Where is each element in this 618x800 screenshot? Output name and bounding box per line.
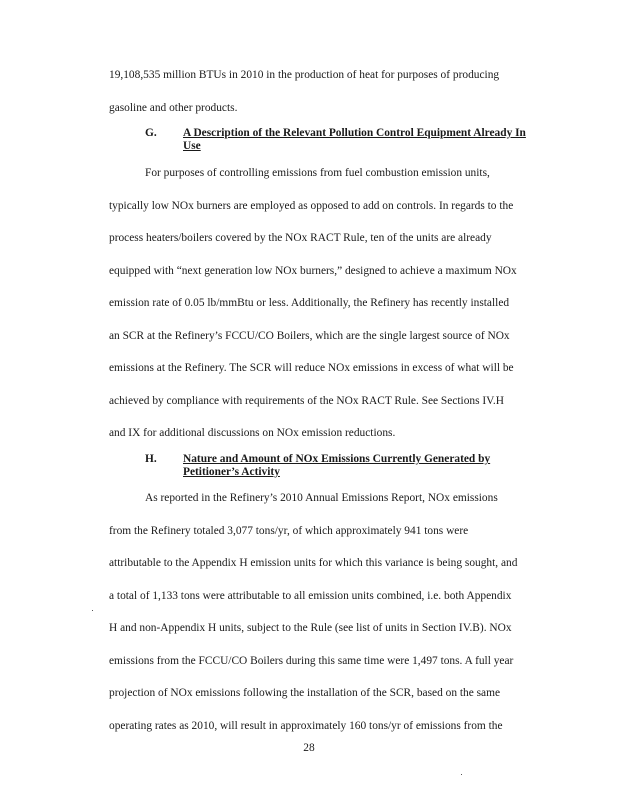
body-text-line: projection of NOx emissions following the installation of the SCR, based on the same <box>109 687 501 699</box>
body-text-line: equipped with “next generation low NOx burners,” designed to achieve a maximum NOx <box>109 265 517 277</box>
scan-speck <box>461 774 462 775</box>
section-g-letter: G. <box>145 127 157 139</box>
body-text-line: a total of 1,133 tons were attributable to all emission units combined, i.e. both Appendix <box>109 590 512 602</box>
scan-speck <box>92 610 93 611</box>
section-h-title: Nature and Amount of NOx Emissions Currently Generated by Petitioner’s Activity <box>183 453 491 478</box>
body-text-line: emissions at the Refinery. The SCR will reduce NOx emissions in excess of what will be <box>109 362 514 374</box>
section-g-title: A Description of the Relevant Pollution Control Equipment Already In Use <box>183 127 526 152</box>
body-text-line: emission rate of 0.05 lb/mmBtu or less. Additionally, the Refinery has recently installed <box>109 297 510 309</box>
body-text-line: achieved by compliance with requirements of the NOx RACT Rule. See Sections IV.H <box>109 395 504 407</box>
body-text-line: and IX for additional discussions on NOx emission reductions. <box>109 427 396 439</box>
body-text-line: operating rates as 2010, will result in approximately 160 tons/yr of emissions from the <box>109 720 503 732</box>
body-text-line: H and non-Appendix H units, subject to the Rule (see list of units in Section IV.B). NOx <box>109 622 512 634</box>
page-number: 28 <box>303 742 315 754</box>
body-text-line: 19,108,535 million BTUs in 2010 in the production of heat for purposes of producing <box>109 69 500 81</box>
body-text-line: from the Refinery totaled 3,077 tons/yr, of which approximately 941 tons were <box>109 525 469 537</box>
body-text-line: typically low NOx burners are employed as opposed to add on controls. In regards to the <box>109 200 514 212</box>
body-text-line: an SCR at the Refinery’s FCCU/CO Boilers, which are the single largest source of NOx <box>109 330 510 342</box>
body-text-line: emissions from the FCCU/CO Boilers during this same time were 1,497 tons. A full year <box>109 655 514 667</box>
section-h-letter: H. <box>145 453 157 465</box>
body-text-line: As reported in the Refinery’s 2010 Annual Emissions Report, NOx emissions <box>145 492 498 504</box>
body-text-line: process heaters/boilers covered by the NOx RACT Rule, ten of the units are already <box>109 232 492 244</box>
body-text-line: gasoline and other products. <box>109 102 238 114</box>
body-text-line: attributable to the Appendix H emission units for which this variance is being sought, and <box>109 557 518 569</box>
body-text-line: For purposes of controlling emissions from fuel combustion emission units, <box>145 167 490 179</box>
